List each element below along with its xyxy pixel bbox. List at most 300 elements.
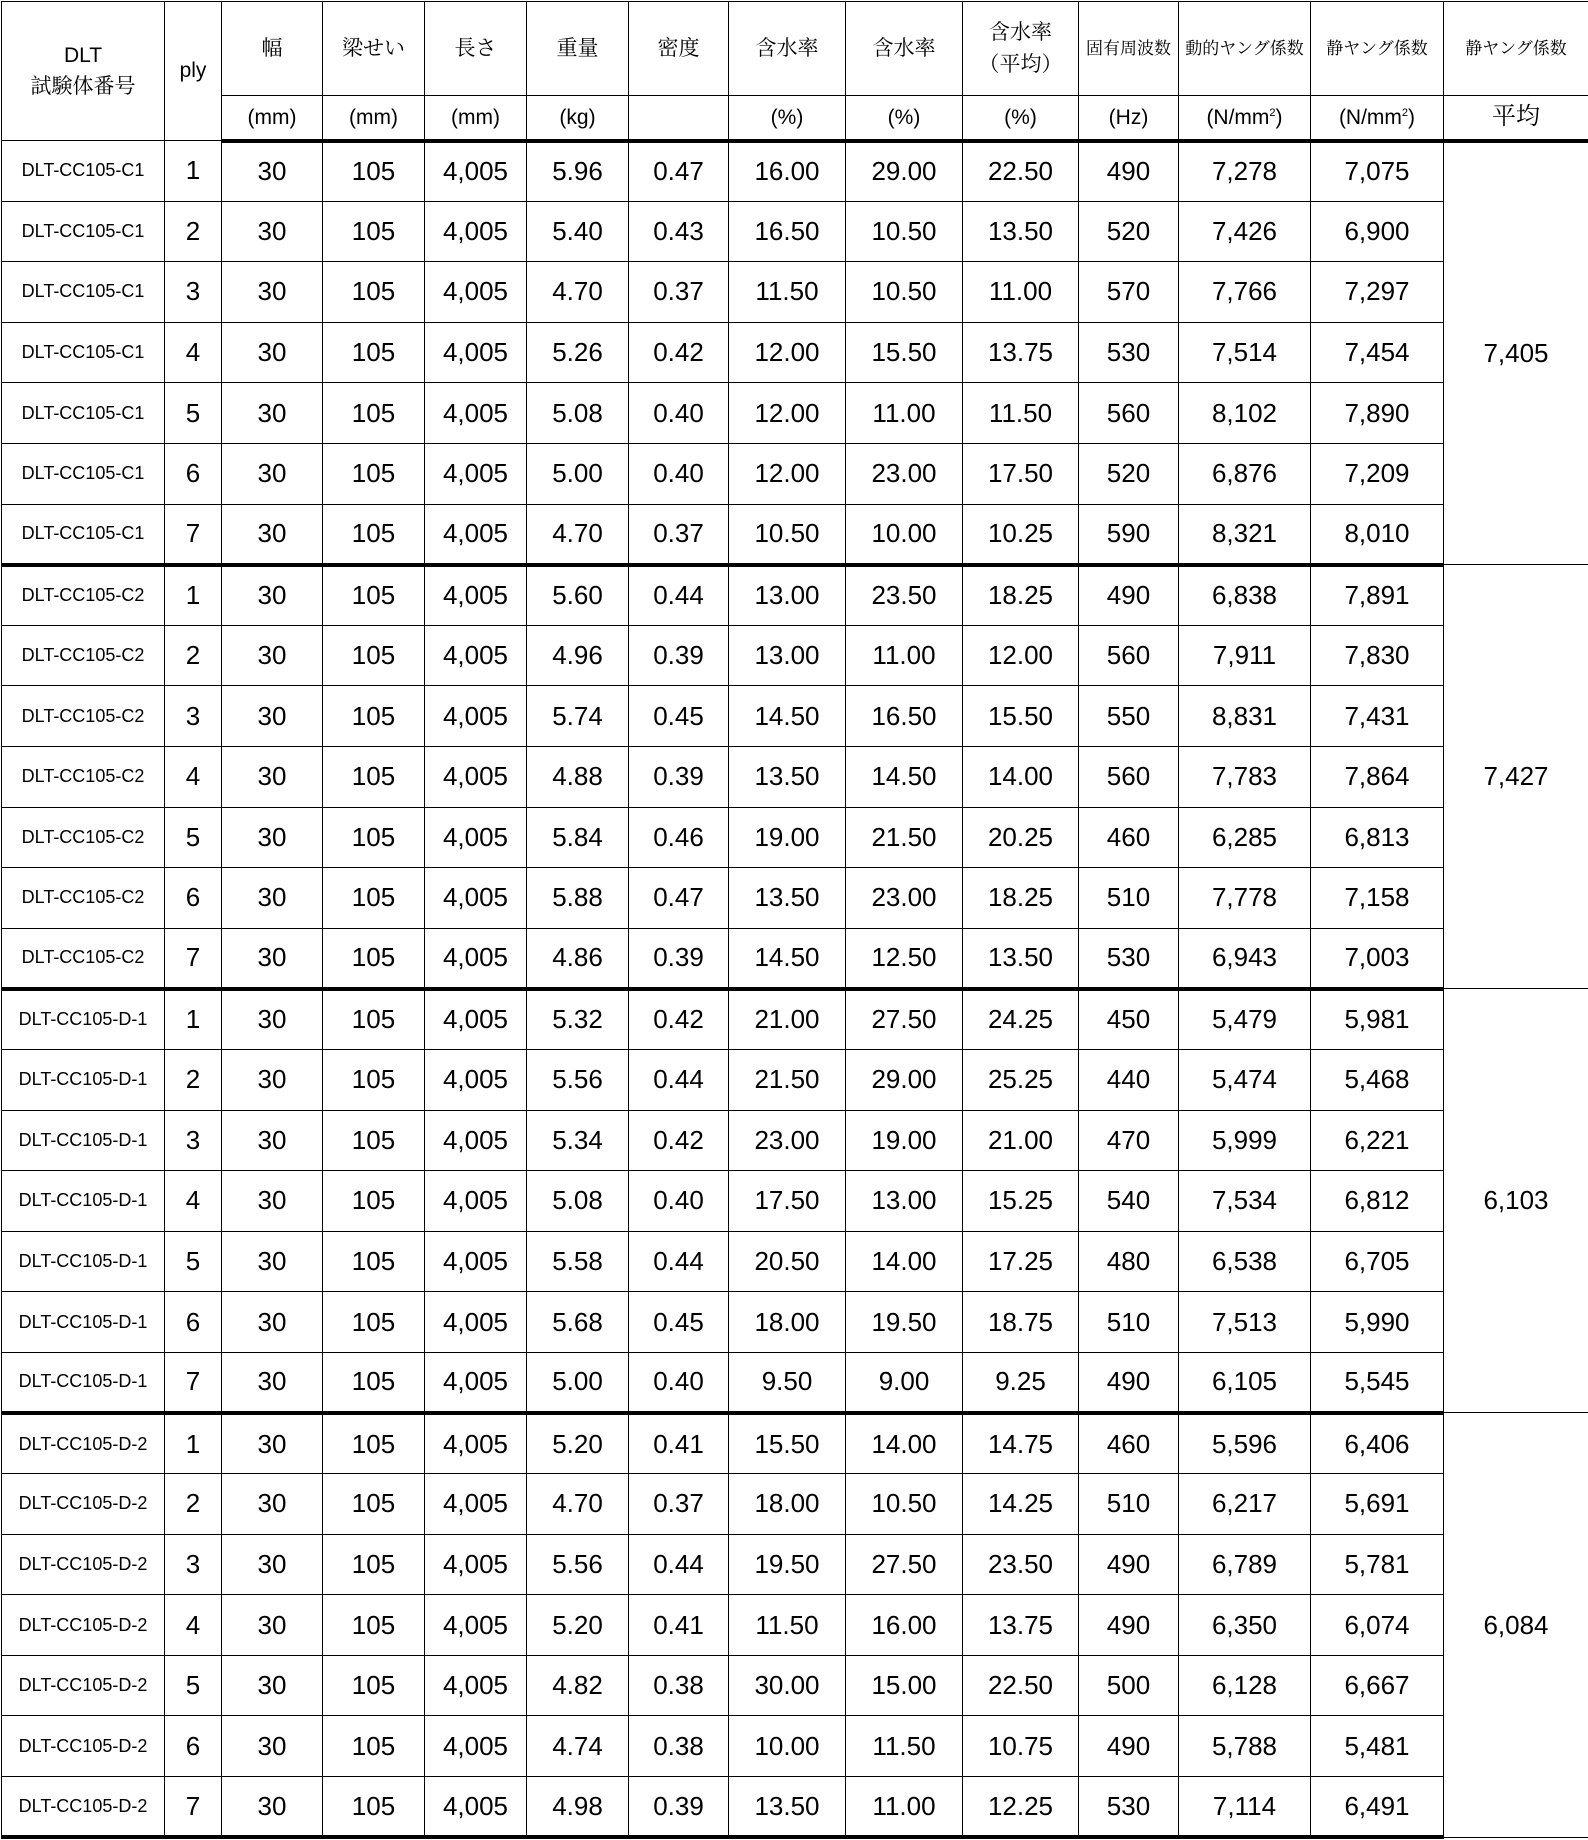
cell-moisture2: 10.50 [846,201,963,262]
cell-static-young: 7,297 [1311,262,1444,323]
cell-density: 0.39 [629,928,729,989]
cell-moisture1: 14.50 [729,928,846,989]
cell-freq: 590 [1079,504,1179,565]
cell-moisture2: 19.00 [846,1110,963,1171]
cell-depth: 105 [323,201,425,262]
cell-length: 4,005 [425,928,527,989]
cell-weight: 5.08 [527,383,629,444]
cell-ply: 6 [165,868,222,929]
cell-length: 4,005 [425,1655,527,1716]
cell-moisture1: 14.50 [729,686,846,747]
cell-static-young: 6,812 [1311,1171,1444,1232]
cell-weight: 5.58 [527,1231,629,1292]
cell-moisture2: 11.50 [846,1716,963,1777]
cell-weight: 4.98 [527,1777,629,1838]
table-row [2,443,1588,504]
cell-depth: 105 [323,1231,425,1292]
table-row [2,625,1588,686]
header-moisture-avg-line2: （平均） [978,52,1063,76]
unit-static-young-close: ) [1408,105,1416,129]
cell-width: 30 [222,1352,323,1413]
cell-freq: 530 [1079,1777,1179,1838]
cell-static-young: 5,481 [1311,1716,1444,1777]
cell-dyn-young: 5,788 [1179,1716,1311,1777]
cell-static-young: 6,705 [1311,1231,1444,1292]
cell-density: 0.44 [629,1534,729,1595]
cell-width: 30 [222,565,323,626]
cell-length: 4,005 [425,383,527,444]
header-length: 長さ [425,2,527,96]
cell-static-young: 5,990 [1311,1292,1444,1353]
table-row [2,565,1588,626]
cell-weight: 5.96 [527,141,629,202]
cell-width: 30 [222,383,323,444]
cell-moisture2: 16.50 [846,686,963,747]
cell-width: 30 [222,868,323,929]
table-row [2,141,1588,202]
cell-depth: 105 [323,443,425,504]
cell-freq: 560 [1079,625,1179,686]
cell-width: 30 [222,746,323,807]
cell-moisture-avg: 13.75 [963,322,1079,383]
cell-static-young: 7,003 [1311,928,1444,989]
table-row [2,1777,1588,1838]
cell-specimen-id: DLT-CC105-C1 [2,443,165,504]
cell-width: 30 [222,1474,323,1535]
cell-dyn-young: 8,102 [1179,383,1311,444]
cell-length: 4,005 [425,1474,527,1535]
cell-width: 30 [222,928,323,989]
cell-weight: 5.56 [527,1049,629,1110]
cell-weight: 4.86 [527,928,629,989]
cell-specimen-id: DLT-CC105-C2 [2,807,165,868]
cell-specimen-id: DLT-CC105-C2 [2,746,165,807]
cell-freq: 550 [1079,686,1179,747]
cell-density: 0.41 [629,1595,729,1656]
header-specimen-id-line2: 試験体番号 [30,75,136,98]
cell-width: 30 [222,1231,323,1292]
cell-ply: 3 [165,1534,222,1595]
table-row [2,928,1588,989]
cell-freq: 490 [1079,1534,1179,1595]
cell-specimen-id: DLT-CC105-C2 [2,565,165,626]
cell-moisture-avg: 13.50 [963,928,1079,989]
cell-moisture1: 21.00 [729,989,846,1050]
cell-moisture2: 23.00 [846,443,963,504]
cell-static-young: 7,830 [1311,625,1444,686]
cell-moisture2: 23.50 [846,565,963,626]
cell-weight: 4.74 [527,1716,629,1777]
cell-moisture2: 10.00 [846,504,963,565]
cell-length: 4,005 [425,625,527,686]
cell-moisture-avg: 17.50 [963,443,1079,504]
cell-moisture-avg: 11.00 [963,262,1079,323]
cell-freq: 520 [1079,201,1179,262]
cell-moisture2: 14.00 [846,1413,963,1474]
cell-ply: 1 [165,989,222,1050]
cell-depth: 105 [323,686,425,747]
cell-moisture1: 16.00 [729,141,846,202]
cell-depth: 105 [323,928,425,989]
cell-width: 30 [222,1777,323,1838]
cell-ply: 5 [165,1231,222,1292]
cell-moisture2: 27.50 [846,1534,963,1595]
test-results-table [1,1,1588,1839]
cell-weight: 4.88 [527,746,629,807]
cell-moisture2: 14.00 [846,1231,963,1292]
cell-freq: 530 [1079,322,1179,383]
cell-ply: 6 [165,1716,222,1777]
cell-moisture2: 29.00 [846,141,963,202]
cell-freq: 560 [1079,383,1179,444]
cell-length: 4,005 [425,1110,527,1171]
cell-dyn-young: 6,105 [1179,1352,1311,1413]
cell-ply: 3 [165,262,222,323]
cell-depth: 105 [323,868,425,929]
cell-width: 30 [222,322,323,383]
cell-specimen-id: DLT-CC105-D-2 [2,1474,165,1535]
cell-ply: 2 [165,1474,222,1535]
cell-dyn-young: 7,911 [1179,625,1311,686]
cell-width: 30 [222,989,323,1050]
cell-dyn-young: 5,474 [1179,1049,1311,1110]
cell-moisture1: 13.50 [729,746,846,807]
table-row [2,1716,1588,1777]
cell-moisture-avg: 22.50 [963,141,1079,202]
cell-static-young: 7,890 [1311,383,1444,444]
cell-freq: 450 [1079,989,1179,1050]
header-weight: 重量 [527,2,629,96]
cell-moisture2: 21.50 [846,807,963,868]
cell-density: 0.40 [629,1352,729,1413]
header-static-young: 静ヤング係数 [1311,2,1444,96]
cell-static-young: 6,221 [1311,1110,1444,1171]
cell-dyn-young: 7,513 [1179,1292,1311,1353]
unit-frequency: (Hz) [1079,96,1179,141]
cell-ply: 7 [165,1352,222,1413]
cell-freq: 560 [1079,746,1179,807]
cell-width: 30 [222,262,323,323]
cell-specimen-id: DLT-CC105-D-1 [2,1292,165,1353]
table-row [2,383,1588,444]
cell-moisture1: 10.50 [729,504,846,565]
unit-length: (mm) [425,96,527,141]
cell-moisture-avg: 11.50 [963,383,1079,444]
cell-density: 0.37 [629,504,729,565]
cell-density: 0.47 [629,141,729,202]
cell-freq: 540 [1079,1171,1179,1232]
cell-dyn-young: 6,838 [1179,565,1311,626]
cell-width: 30 [222,1171,323,1232]
cell-static-young: 5,781 [1311,1534,1444,1595]
cell-length: 4,005 [425,807,527,868]
cell-specimen-id: DLT-CC105-D-1 [2,989,165,1050]
cell-specimen-id: DLT-CC105-C1 [2,201,165,262]
cell-freq: 510 [1079,1292,1179,1353]
unit-static-young-text: (N/mm [1338,105,1402,129]
cell-moisture2: 11.00 [846,383,963,444]
cell-density: 0.39 [629,1777,729,1838]
cell-ply: 3 [165,686,222,747]
cell-moisture2: 9.00 [846,1352,963,1413]
cell-static-young-average: 6,084 [1444,1413,1588,1837]
cell-moisture1: 17.50 [729,1171,846,1232]
cell-width: 30 [222,1110,323,1171]
cell-depth: 105 [323,1171,425,1232]
cell-moisture2: 15.50 [846,322,963,383]
unit-moisture-1: (%) [729,96,846,141]
table-row [2,686,1588,747]
cell-width: 30 [222,807,323,868]
table-row [2,1231,1588,1292]
cell-static-young-average: 7,405 [1444,141,1588,565]
cell-width: 30 [222,1534,323,1595]
cell-depth: 105 [323,1655,425,1716]
cell-static-young: 5,691 [1311,1474,1444,1535]
table-row [2,1171,1588,1232]
table-row [2,989,1588,1050]
cell-depth: 105 [323,625,425,686]
cell-moisture1: 18.00 [729,1292,846,1353]
cell-ply: 7 [165,1777,222,1838]
cell-density: 0.39 [629,625,729,686]
cell-moisture1: 11.50 [729,1595,846,1656]
cell-specimen-id: DLT-CC105-C1 [2,141,165,202]
cell-length: 4,005 [425,1777,527,1838]
cell-moisture1: 13.00 [729,565,846,626]
cell-dyn-young: 6,876 [1179,443,1311,504]
cell-width: 30 [222,1595,323,1656]
cell-length: 4,005 [425,989,527,1050]
cell-density: 0.37 [629,262,729,323]
cell-freq: 490 [1079,141,1179,202]
header-specimen-id [2,2,165,141]
cell-dyn-young: 7,783 [1179,746,1311,807]
cell-ply: 4 [165,1595,222,1656]
table-row [2,807,1588,868]
cell-ply: 2 [165,1049,222,1110]
cell-static-young-average: 7,427 [1444,565,1588,989]
cell-specimen-id: DLT-CC105-D-2 [2,1413,165,1474]
cell-length: 4,005 [425,201,527,262]
cell-width: 30 [222,1413,323,1474]
cell-moisture-avg: 21.00 [963,1110,1079,1171]
cell-moisture-avg: 10.25 [963,504,1079,565]
cell-length: 4,005 [425,686,527,747]
cell-weight: 4.70 [527,504,629,565]
cell-moisture1: 12.00 [729,322,846,383]
cell-length: 4,005 [425,443,527,504]
cell-freq: 470 [1079,1110,1179,1171]
cell-freq: 490 [1079,1595,1179,1656]
cell-freq: 480 [1079,1231,1179,1292]
cell-length: 4,005 [425,141,527,202]
cell-moisture1: 15.50 [729,1413,846,1474]
cell-moisture-avg: 18.25 [963,565,1079,626]
cell-freq: 500 [1079,1655,1179,1716]
cell-moisture-avg: 17.25 [963,1231,1079,1292]
cell-dyn-young: 6,350 [1179,1595,1311,1656]
cell-depth: 105 [323,504,425,565]
header-specimen-id-line1: DLT [63,43,103,67]
table-row [2,1049,1588,1110]
cell-moisture2: 19.50 [846,1292,963,1353]
cell-weight: 5.84 [527,807,629,868]
cell-depth: 105 [323,746,425,807]
cell-dyn-young: 7,778 [1179,868,1311,929]
cell-freq: 490 [1079,565,1179,626]
cell-weight: 5.60 [527,565,629,626]
table-row [2,1352,1588,1413]
cell-freq: 490 [1079,1716,1179,1777]
cell-length: 4,005 [425,1171,527,1232]
cell-density: 0.45 [629,1292,729,1353]
cell-width: 30 [222,1292,323,1353]
cell-specimen-id: DLT-CC105-D-2 [2,1655,165,1716]
cell-ply: 1 [165,565,222,626]
cell-dyn-young: 7,514 [1179,322,1311,383]
cell-depth: 105 [323,1413,425,1474]
unit-width: (mm) [222,96,323,141]
header-moisture-2: 含水率 [846,2,963,96]
cell-density: 0.38 [629,1655,729,1716]
cell-ply: 3 [165,1110,222,1171]
cell-length: 4,005 [425,1716,527,1777]
cell-length: 4,005 [425,1049,527,1110]
cell-specimen-id: DLT-CC105-D-1 [2,1171,165,1232]
cell-moisture-avg: 14.00 [963,746,1079,807]
cell-weight: 5.56 [527,1534,629,1595]
cell-depth: 105 [323,1474,425,1535]
cell-moisture1: 9.50 [729,1352,846,1413]
cell-moisture-avg: 22.50 [963,1655,1079,1716]
cell-width: 30 [222,686,323,747]
cell-weight: 5.26 [527,322,629,383]
cell-moisture1: 20.50 [729,1231,846,1292]
cell-static-young: 7,454 [1311,322,1444,383]
cell-moisture1: 30.00 [729,1655,846,1716]
cell-depth: 105 [323,989,425,1050]
header-dynamic-young: 動的ヤング係数 [1179,2,1311,96]
cell-density: 0.44 [629,1231,729,1292]
cell-depth: 105 [323,1352,425,1413]
cell-length: 4,005 [425,1292,527,1353]
cell-density: 0.45 [629,686,729,747]
unit-dynamic-young-close: ) [1275,105,1283,129]
cell-width: 30 [222,201,323,262]
cell-depth: 105 [323,565,425,626]
cell-dyn-young: 6,285 [1179,807,1311,868]
cell-depth: 105 [323,322,425,383]
header-moisture-avg-line1: 含水率 [989,21,1052,44]
cell-weight: 4.96 [527,625,629,686]
cell-moisture2: 29.00 [846,1049,963,1110]
cell-specimen-id: DLT-CC105-D-2 [2,1595,165,1656]
cell-density: 0.47 [629,868,729,929]
cell-freq: 510 [1079,868,1179,929]
cell-density: 0.42 [629,989,729,1050]
cell-static-young: 7,431 [1311,686,1444,747]
cell-length: 4,005 [425,1231,527,1292]
cell-weight: 5.20 [527,1595,629,1656]
cell-ply: 2 [165,201,222,262]
cell-moisture1: 18.00 [729,1474,846,1535]
header-moisture-avg [963,2,1079,96]
cell-moisture-avg: 23.50 [963,1534,1079,1595]
table-row [2,1474,1588,1535]
cell-weight: 5.40 [527,201,629,262]
cell-specimen-id: DLT-CC105-D-1 [2,1049,165,1110]
cell-static-young: 5,981 [1311,989,1444,1050]
cell-length: 4,005 [425,1595,527,1656]
cell-depth: 105 [323,1534,425,1595]
cell-weight: 5.00 [527,1352,629,1413]
cell-weight: 5.74 [527,686,629,747]
cell-moisture2: 15.00 [846,1655,963,1716]
cell-specimen-id: DLT-CC105-D-1 [2,1231,165,1292]
cell-dyn-young: 8,831 [1179,686,1311,747]
cell-ply: 5 [165,383,222,444]
cell-depth: 105 [323,262,425,323]
cell-static-young: 6,491 [1311,1777,1444,1838]
cell-specimen-id: DLT-CC105-C2 [2,928,165,989]
cell-weight: 5.08 [527,1171,629,1232]
cell-dyn-young: 5,479 [1179,989,1311,1050]
table-row [2,1534,1588,1595]
cell-weight: 5.34 [527,1110,629,1171]
cell-moisture1: 21.50 [729,1049,846,1110]
cell-dyn-young: 8,321 [1179,504,1311,565]
cell-moisture1: 12.00 [729,443,846,504]
cell-width: 30 [222,1716,323,1777]
cell-width: 30 [222,625,323,686]
cell-specimen-id: DLT-CC105-D-1 [2,1110,165,1171]
header-width: 幅 [222,2,323,96]
cell-moisture2: 27.50 [846,989,963,1050]
cell-density: 0.41 [629,1413,729,1474]
cell-moisture-avg: 15.25 [963,1171,1079,1232]
table-row [2,868,1588,929]
cell-ply: 7 [165,928,222,989]
cell-moisture-avg: 12.00 [963,625,1079,686]
cell-specimen-id: DLT-CC105-C2 [2,686,165,747]
table-row [2,201,1588,262]
unit-dynamic-young-exp: 2 [1269,106,1276,119]
cell-moisture-avg: 18.25 [963,868,1079,929]
unit-moisture-2: (%) [846,96,963,141]
cell-density: 0.42 [629,1110,729,1171]
cell-ply: 4 [165,746,222,807]
cell-moisture2: 11.00 [846,1777,963,1838]
table-row [2,746,1588,807]
cell-static-young: 7,864 [1311,746,1444,807]
cell-freq: 490 [1079,1352,1179,1413]
cell-freq: 460 [1079,807,1179,868]
cell-density: 0.37 [629,1474,729,1535]
table-row [2,322,1588,383]
unit-weight: (kg) [527,96,629,141]
unit-moisture-avg: (%) [963,96,1079,141]
cell-ply: 6 [165,1292,222,1353]
table-row [2,262,1588,323]
cell-moisture-avg: 10.75 [963,1716,1079,1777]
header-natural-frequency: 固有周波数 [1079,2,1179,96]
cell-static-young: 6,667 [1311,1655,1444,1716]
header-density: 密度 [629,2,729,96]
cell-static-young: 7,158 [1311,868,1444,929]
cell-density: 0.44 [629,1049,729,1110]
cell-freq: 510 [1079,1474,1179,1535]
